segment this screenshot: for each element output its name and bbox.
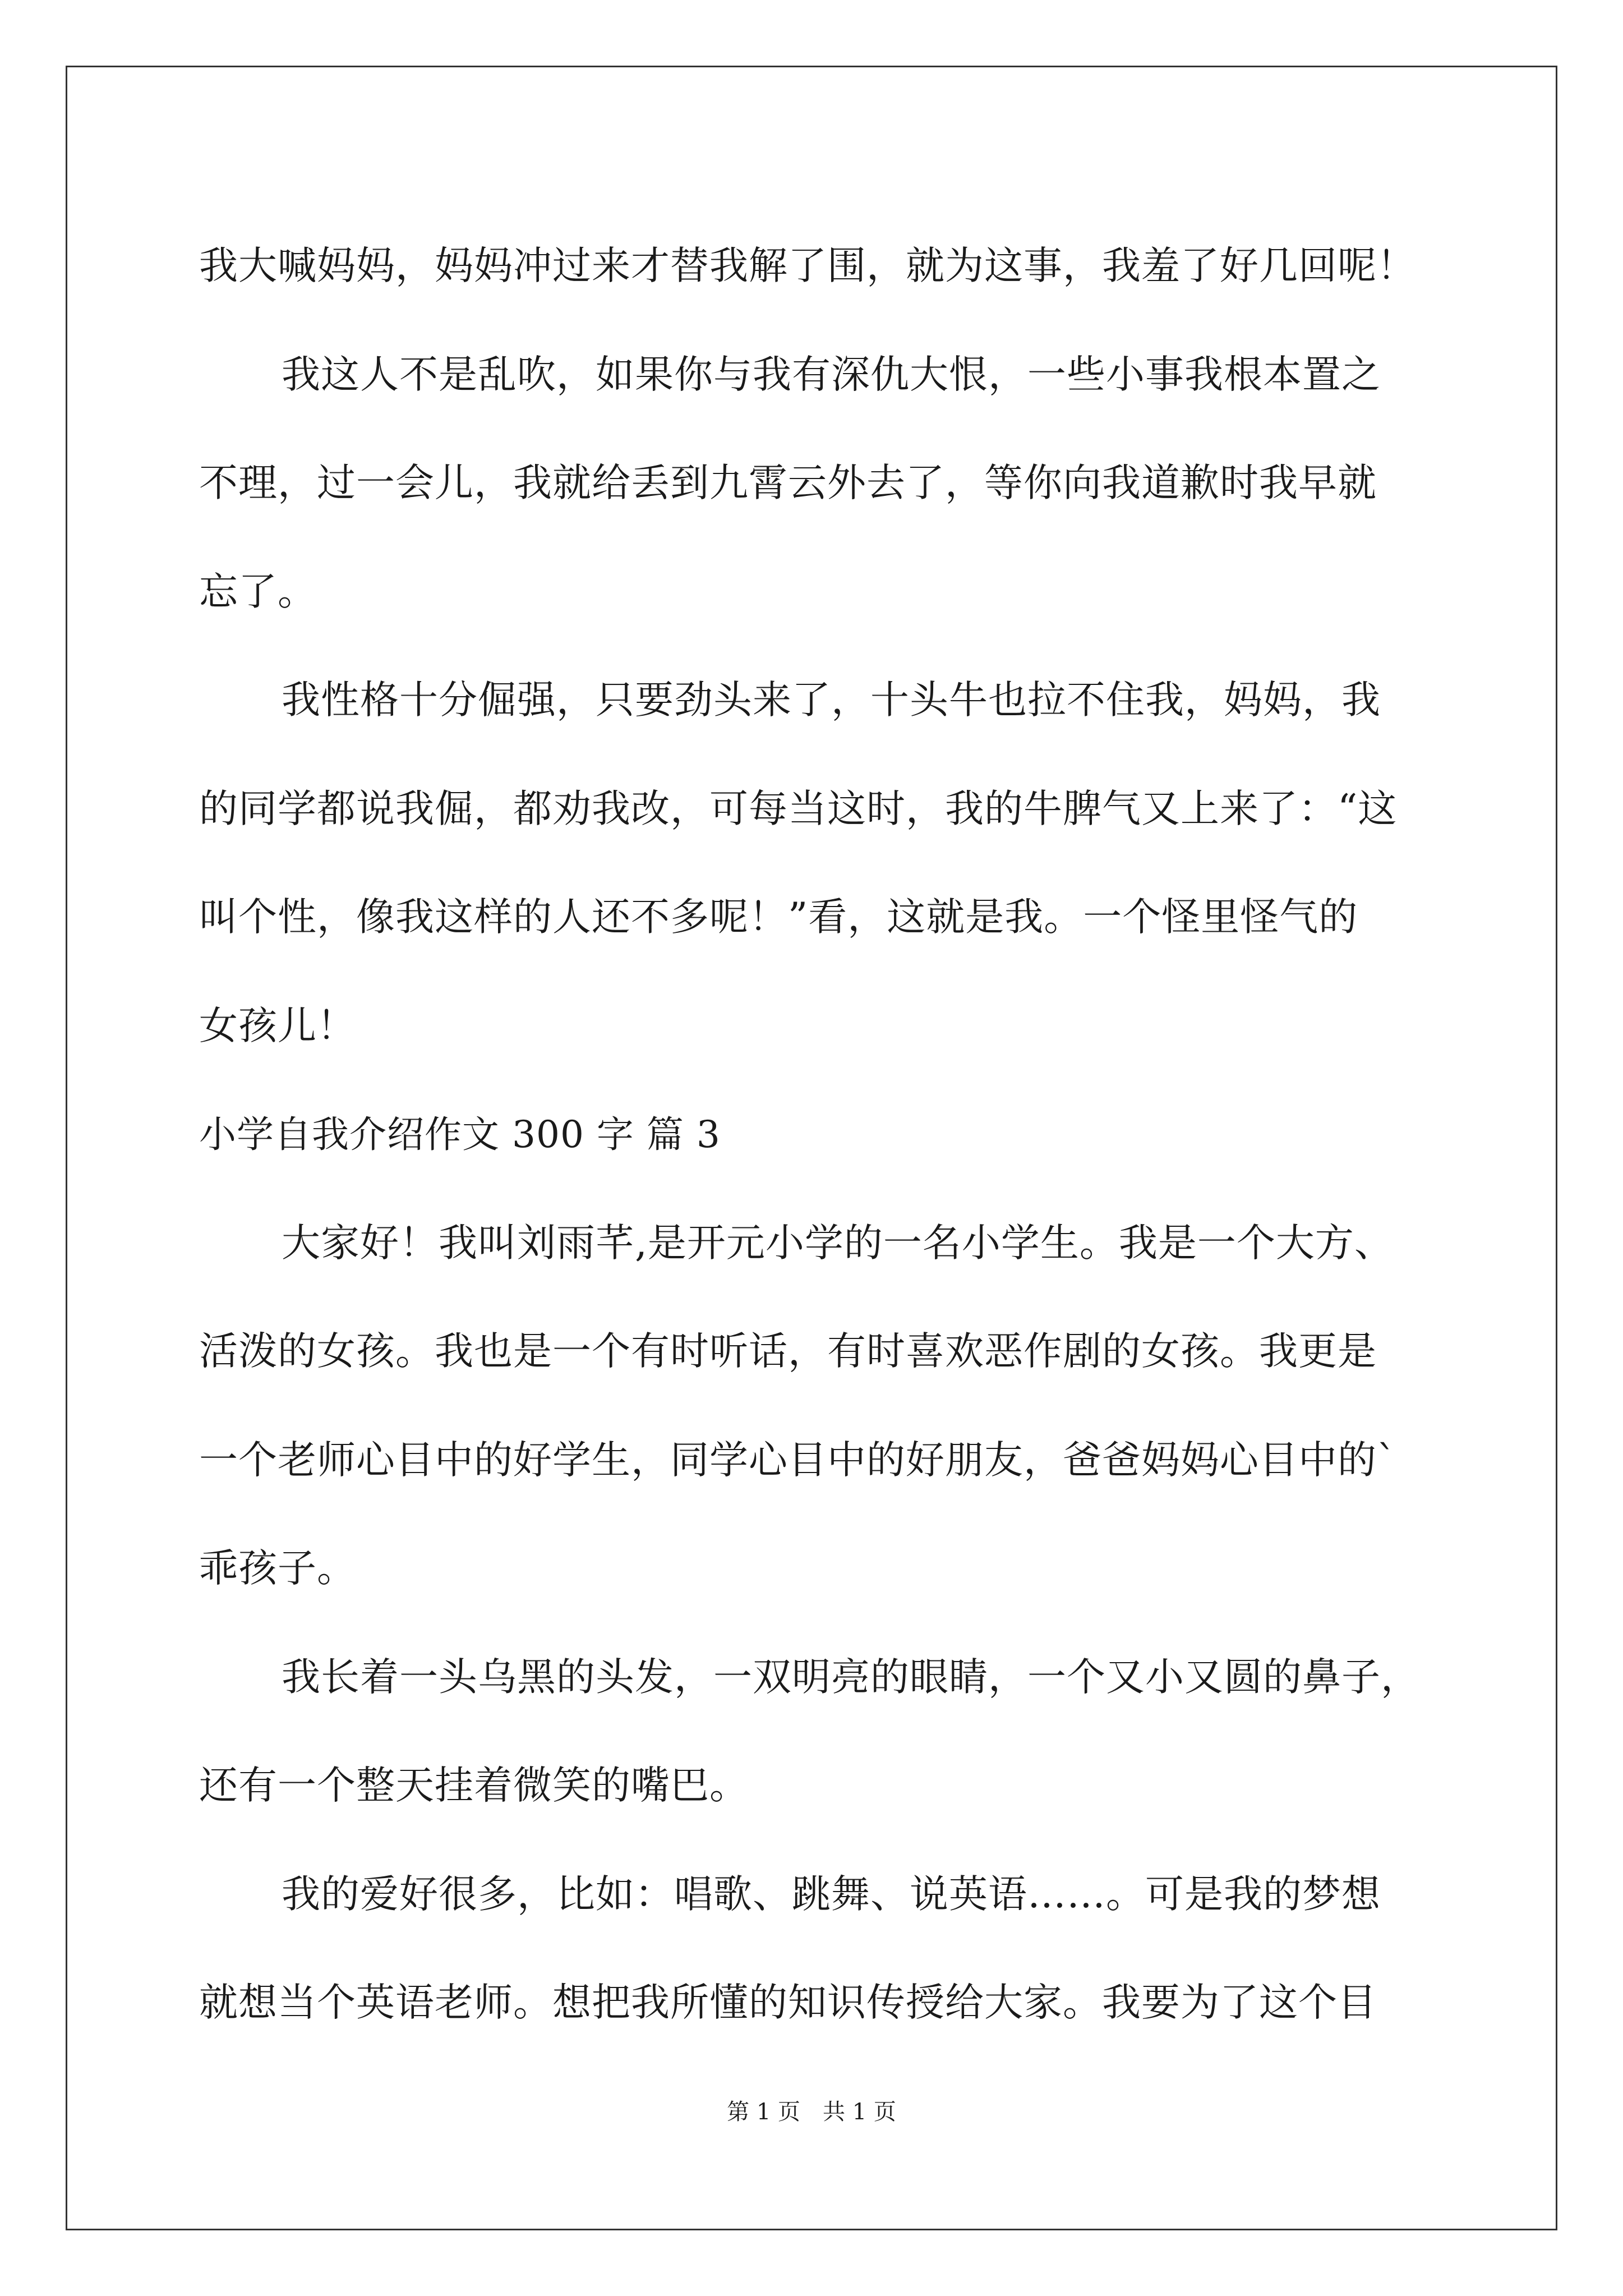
paragraph-start-line: 我长着一头乌黑的头发，一双明亮的眼睛，一个又小又圆的鼻子， bbox=[282, 1654, 1420, 1700]
page-number: 第 1 页 bbox=[727, 2099, 800, 2125]
text-line: 活泼的女孩。我也是一个有时听话，有时喜欢恶作剧的女孩。我更是 bbox=[199, 1329, 1377, 1374]
page-total: 共 1 页 bbox=[823, 2099, 896, 2125]
text-line: 一个老师心目中的好学生，同学心目中的好朋友，爸爸妈妈心目中的` bbox=[199, 1437, 1397, 1483]
page-footer bbox=[0, 2095, 1623, 2129]
text-line: 就想当个英语老师。想把我所懂的知识传授给大家。我要为了这个目 bbox=[199, 1980, 1377, 2025]
paragraph-start-line: 大家好！我叫刘雨芊,是开元小学的一名小学生。我是一个大方、 bbox=[282, 1220, 1394, 1266]
text-line: 叫个性，像我这样的人还不多呢！”看，这就是我。一个怪里怪气的 bbox=[199, 895, 1358, 940]
paragraph-start-line: 我这人不是乱吹，如果你与我有深仇大恨，一些小事我根本置之 bbox=[282, 352, 1381, 397]
text-line: 忘了。 bbox=[199, 569, 317, 614]
text-line: 女孩儿！ bbox=[199, 1003, 356, 1048]
text-line: 的同学都说我倔，都劝我改，可每当这时，我的牛脾气又上来了：“这 bbox=[199, 786, 1398, 831]
text-line: 还有一个整天挂着微笑的嘴巴。 bbox=[199, 1763, 749, 1808]
paragraph-start-line: 我性格十分倔强，只要劲头来了，十头牛也拉不住我，妈妈，我 bbox=[282, 678, 1381, 723]
text-line: 不理，过一会儿，我就给丢到九霄云外去了，等你向我道歉时我早就 bbox=[199, 461, 1377, 505]
document-body bbox=[199, 212, 1433, 2058]
section-heading: 小学自我介绍作文 300 字 篇 3 bbox=[199, 1113, 721, 1156]
text-line: 乖孩子。 bbox=[199, 1546, 356, 1591]
text-line: 我大喊妈妈，妈妈冲过来才替我解了围，就为这事，我羞了好几回呢！ bbox=[199, 243, 1416, 288]
paragraph-start-line: 我的爱好很多，比如：唱歌、跳舞、说英语……。可是我的梦想 bbox=[282, 1871, 1381, 1917]
